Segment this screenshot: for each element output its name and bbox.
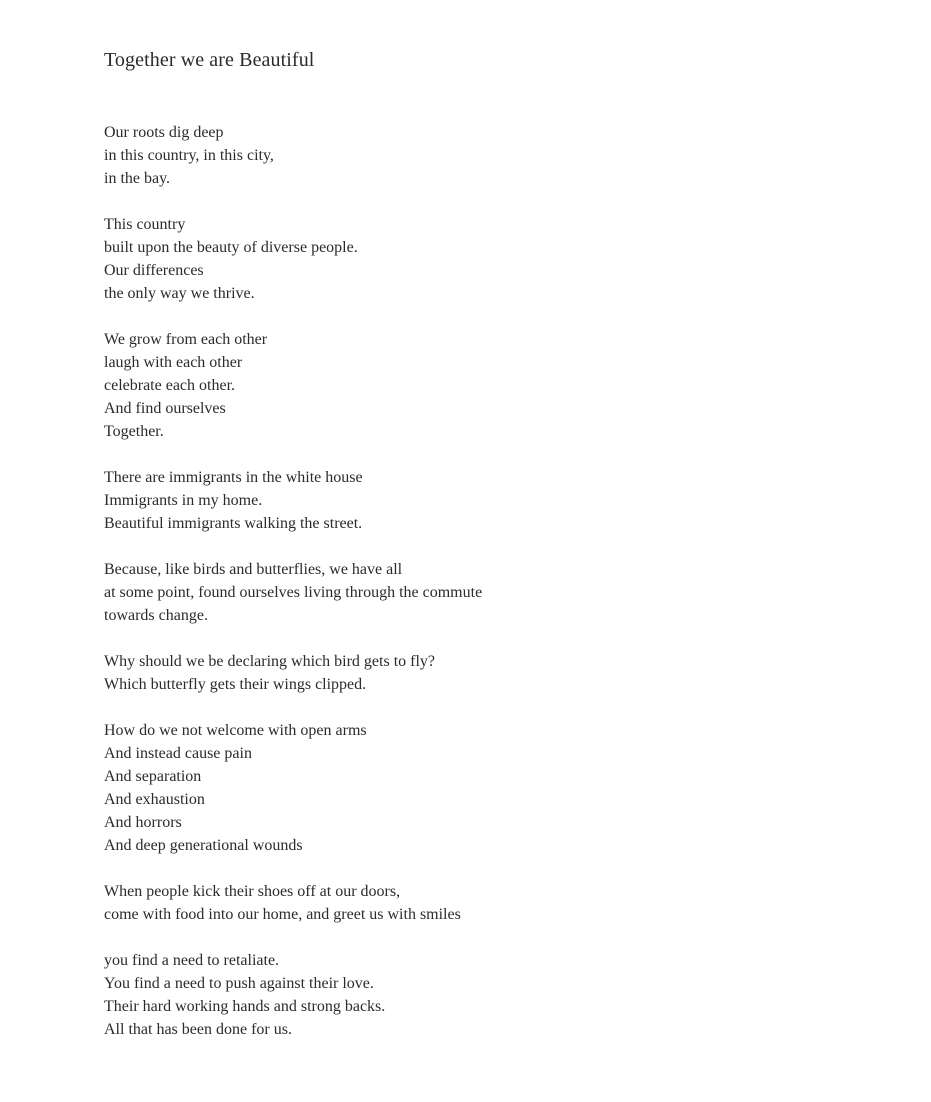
poem-line: Our roots dig deep — [104, 124, 224, 141]
poem-line: And instead cause pain — [104, 745, 252, 762]
poem-line: And separation — [104, 768, 202, 785]
poem-line: Our differences — [104, 262, 204, 279]
poem-line: This country — [104, 216, 186, 233]
poem-line: laugh with each other — [104, 354, 243, 371]
poem-line: And find ourselves — [104, 400, 226, 417]
poem-line: Together. — [104, 423, 164, 440]
poem-line: Because, like birds and butterflies, we have all — [104, 561, 403, 578]
poem-line: in this country, in this city, — [104, 147, 274, 164]
poem-line: And horrors — [104, 814, 182, 831]
poem-line: And exhaustion — [104, 791, 205, 808]
poem-line: All that has been done for us. — [104, 1021, 292, 1038]
poem-line: built upon the beauty of diverse people. — [104, 239, 358, 256]
poem-line: Beautiful immigrants walking the street. — [104, 515, 363, 532]
poem-line: in the bay. — [104, 170, 171, 187]
poem-line: When people kick their shoes off at our doors, — [104, 883, 401, 900]
poem-line: at some point, found ourselves living through the commute — [104, 584, 483, 601]
poem-line: You find a need to push against their love. — [104, 975, 374, 992]
poem-document — [104, 46, 864, 1064]
stanza-4 — [104, 466, 864, 535]
poem-line: Their hard working hands and strong backs. — [104, 998, 386, 1015]
poem-line: come with food into our home, and greet us with smiles — [104, 906, 461, 923]
poem-line: Immigrants in my home. — [104, 492, 263, 509]
stanza-2 — [104, 213, 864, 305]
poem-line: towards change. — [104, 607, 208, 624]
poem-line: Why should we be declaring which bird gets to fly? — [104, 653, 436, 670]
stanza-1 — [104, 121, 864, 190]
stanza-6 — [104, 650, 864, 696]
poem-line: celebrate each other. — [104, 377, 236, 394]
stanza-5 — [104, 558, 864, 627]
poem-line: you find a need to retaliate. — [104, 952, 280, 969]
stanza-9 — [104, 949, 864, 1041]
poem-line: There are immigrants in the white house — [104, 469, 363, 486]
stanza-7 — [104, 719, 864, 857]
poem-line: We grow from each other — [104, 331, 268, 348]
poem-body — [104, 121, 864, 1041]
poem-line: Which butterfly gets their wings clipped. — [104, 676, 367, 693]
stanza-3 — [104, 328, 864, 443]
poem-line: And deep generational wounds — [104, 837, 303, 854]
poem-title: Together we are Beautiful — [104, 49, 315, 71]
poem-line: How do we not welcome with open arms — [104, 722, 367, 739]
stanza-8 — [104, 880, 864, 926]
poem-line: the only way we thrive. — [104, 285, 255, 302]
